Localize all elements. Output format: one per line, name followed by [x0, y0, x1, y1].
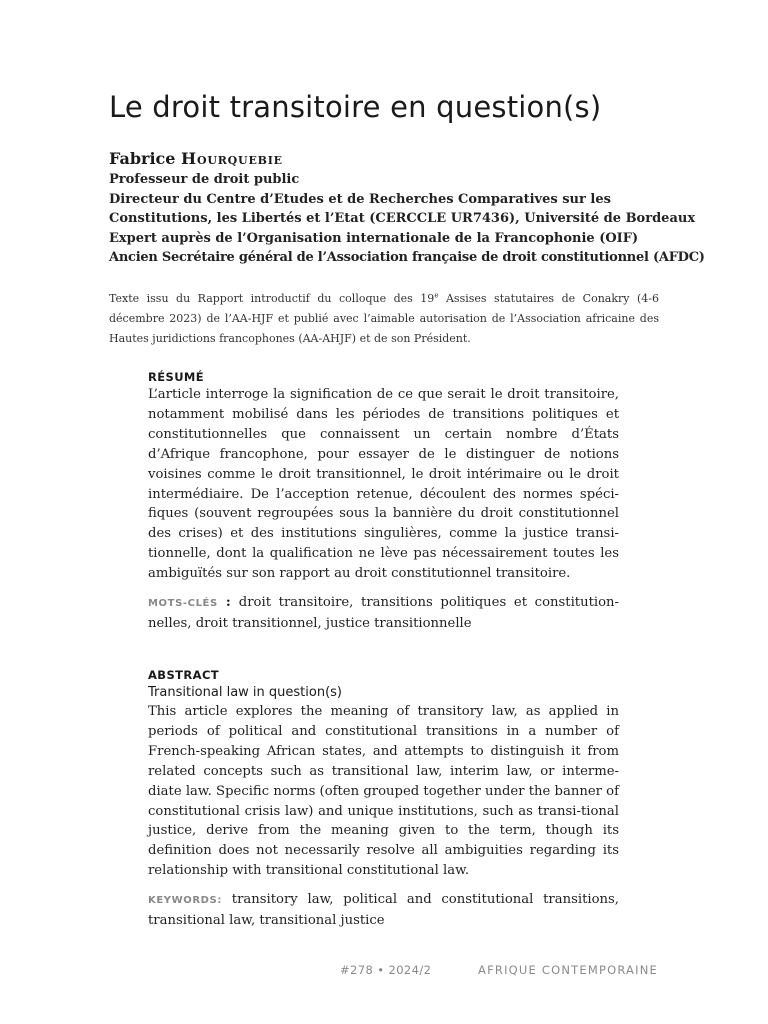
affiliation-line: Professeur de droit public — [109, 172, 300, 187]
affiliation-line: Directeur du Centre d’Etudes et de Recherches Comparatives sur les — [109, 191, 611, 207]
author-first-name: Fabrice — [109, 149, 176, 168]
author-name — [109, 149, 283, 168]
resume-keywords-text: droit transitoire, transitions politiques et constitution-nelles, droit transitionnel, justice transitionnelle — [148, 595, 619, 631]
resume-heading: RÉSUMÉ — [148, 370, 205, 384]
abstract-subtitle: Transitional law in question(s) — [148, 685, 342, 700]
article-title: Le droit transitoire en question(s) — [109, 90, 602, 124]
resume-text: L’article interroge la signification de ce que serait le droit transitoire, notamment mobilisé dans les périodes de transitions politiques et constitutionnelles que connaissent un certain nombre d’États d’Afrique francophone, pour essayer de le distinguer de notions voisines comme le droit transitionnel, le droit intérimaire ou le droit intermédiaire. De l’acception retenue, découlent des normes spéci-fiques (souvent regroupées sous la bannière du droit constitutionnel des crises) et des institutions singulières, comme la justice transi-tionnelle, dont la qualification ne lève pas nécessairement toutes les ambiguïtés sur son rapport au droit constitutionnel transitoire. — [148, 387, 619, 582]
abstract-section — [148, 667, 619, 931]
resume-section — [148, 369, 619, 634]
source-note-text-continued: Assises statutaires de Conakry (4-6 décembre 2023) de l’AA-HJF et publié avec l’aimable autorisation de l’Association africaine des Hautes juridictions francophones (AA-AHJF) et de son Président. — [109, 292, 659, 345]
author-surname: Hourquebie — [181, 149, 283, 168]
footer-journal-name: AFRIQUE CONTEMPORAINE — [478, 963, 658, 977]
resume-keywords-separator: : — [217, 595, 239, 611]
abstract-keywords — [148, 890, 619, 931]
source-note — [109, 289, 659, 349]
abstract-keywords-separator — [222, 892, 232, 907]
source-note-text: Texte issu du Rapport introductif du colloque des 19 — [109, 292, 435, 305]
author-affiliations — [109, 170, 705, 268]
abstract-text: This article explores the meaning of transitory law, as applied in periods of political and constitutional transitions in a number of French-speaking African states, and attempts to distinguish it from related concepts such as transitional law, interim law, or interme-diate law. Specific norms (often grouped together under the banner of constitutional crisis law) and unique institutions, such as transi-tional justice, derive from the meaning given to the term, though its definition does not necessarily resolve all ambiguities regarding its relationship with transitional constitutional law. — [148, 704, 619, 879]
abstract-heading: ABSTRACT — [148, 668, 220, 682]
resume-keywords-label: MOTS-CLÉS — [148, 598, 218, 610]
affiliation-line: Ancien Secrétaire général de l’Association française de droit constitutionnel (AFDC) — [109, 250, 705, 266]
abstract-keywords-label: KEYWORDS: — [148, 895, 222, 907]
page-footer — [340, 963, 658, 977]
affiliation-line: Expert auprès de l’Organisation internationale de la Francophonie (OIF) — [109, 230, 639, 246]
abstract-keywords-text: transitory law, political and constitutional transitions, transitional law, transitional justice — [148, 892, 619, 929]
resume-keywords — [148, 593, 619, 634]
affiliation-line: Constitutions, les Libertés et l’Etat (CERCCLE UR7436), Université de Bordeaux — [109, 211, 696, 227]
source-note-superscript: e — [434, 291, 439, 300]
footer-issue: #278 • 2024/2 — [340, 963, 432, 977]
